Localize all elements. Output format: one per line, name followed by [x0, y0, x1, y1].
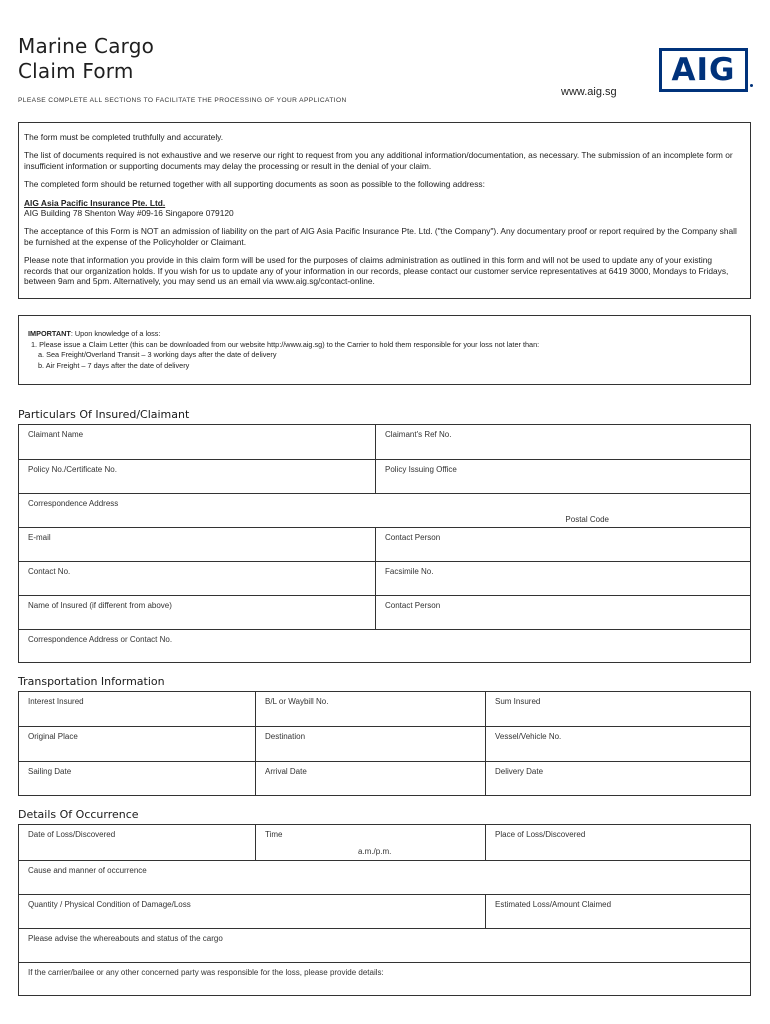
mailing-address [24, 198, 741, 219]
correspondence-address-label: Correspondence Address [28, 499, 119, 508]
table-row [19, 629, 750, 662]
important-label: IMPORTANT [28, 329, 71, 338]
important-intro: : Upon knowledge of a loss: [70, 329, 161, 338]
info-paragraph-4: The acceptance of this Form is NOT an admission of liability on the part of AIG Asia Pacific Insurance Pte. Ltd. ("the Company"). Any documentary proof or report required by the Company shall be furnished at the expense of the Policyholder or Claimant. [24, 226, 737, 247]
contact-no-field[interactable]: Contact No. [28, 567, 71, 576]
estimated-loss-field[interactable]: Estimated Loss/Amount Claimed [485, 895, 750, 928]
delivery-date-field[interactable]: Delivery Date [485, 762, 750, 795]
important-item-1a: a. Sea Freight/Overland Transit – 3 working days after the date of delivery [38, 350, 277, 359]
table-row [19, 493, 750, 527]
info-paragraph-2: The list of documents required is not exhaustive and we reserve our right to request from you any additional information/documentation, as necessary. The submission of an incomplete form or insufficient information or supporting documents may delay the processing or result in the denial of your claim. [24, 150, 733, 171]
table-row [19, 459, 750, 493]
issuing-office-field[interactable]: Policy Issuing Office [375, 460, 750, 493]
fax-field[interactable]: Facsimile No. [375, 562, 750, 595]
table-row [19, 726, 750, 761]
correspondence-address-2-field[interactable]: Correspondence Address or Contact No. [28, 635, 173, 644]
info-paragraph-5: Please note that information you provide in this claim form will be used for the purposes of claims administration as outlined in this form and will not be used to update any of your existing records that our organization holds. If you wish for us to update any of your information in our records, please contact our customer service representatives at 6419 3000, Mondays to Fridays, between 9am and 5pm. Alternatively, you may send us an email via www.aig.sg/contact-online. [24, 255, 729, 287]
sailing-date-field[interactable]: Sailing Date [28, 767, 72, 776]
correspondence-address-field[interactable] [19, 494, 750, 527]
logo-text: AIG [671, 51, 736, 88]
claimant-ref-field[interactable]: Claimant's Ref No. [375, 425, 750, 459]
table-row [19, 595, 750, 629]
sum-insured-field[interactable]: Sum Insured [485, 692, 750, 726]
ampm-label: a.m./p.m. [358, 847, 392, 856]
occurrence-table [18, 824, 751, 996]
time-field[interactable] [255, 825, 485, 860]
name-of-insured-field[interactable]: Name of Insured (if different from above) [28, 601, 172, 610]
particulars-heading: Particulars Of Insured/Claimant [18, 408, 190, 421]
occurrence-heading: Details Of Occurrence [18, 808, 139, 821]
form-title [18, 34, 154, 84]
title-line-2: Claim Form [18, 59, 134, 83]
email-field[interactable]: E-mail [28, 533, 51, 542]
important-box [18, 315, 751, 385]
time-label: Time [265, 830, 283, 839]
policy-no-field[interactable]: Policy No./Certificate No. [28, 465, 117, 474]
contact-person-field[interactable]: Contact Person [375, 528, 750, 561]
contact-person-2-field[interactable]: Contact Person [375, 596, 750, 629]
title-line-1: Marine Cargo [18, 34, 155, 58]
table-row [19, 860, 750, 894]
website-url[interactable]: www.aig.sg [561, 86, 617, 98]
table-row [19, 962, 750, 995]
arrival-date-field[interactable]: Arrival Date [255, 762, 485, 795]
aig-logo [659, 48, 748, 92]
place-of-loss-field[interactable]: Place of Loss/Discovered [485, 825, 750, 860]
vessel-vehicle-field[interactable]: Vessel/Vehicle No. [485, 727, 750, 761]
cause-field[interactable]: Cause and manner of occurrence [28, 866, 147, 875]
instruction-text: PLEASE COMPLETE ALL SECTIONS TO FACILITATE THE PROCESSING OF YOUR APPLICATION [18, 97, 347, 104]
date-of-loss-field[interactable]: Date of Loss/Discovered [28, 830, 116, 839]
info-paragraph-1: The form must be completed truthfully and accurately. [24, 132, 224, 142]
info-paragraph-3: The completed form should be returned together with all supporting documents as soon as possible to the following address: [24, 179, 485, 190]
destination-field[interactable]: Destination [255, 727, 485, 761]
whereabouts-field[interactable]: Please advise the whereabouts and status of the cargo [28, 934, 223, 943]
important-heading-line [28, 329, 740, 340]
quantity-condition-field[interactable]: Quantity / Physical Condition of Damage/Loss [28, 900, 191, 909]
table-row [19, 928, 750, 962]
table-row [19, 761, 750, 795]
transport-heading: Transportation Information [18, 675, 165, 688]
postal-code-label: Postal Code [565, 515, 609, 524]
particulars-table [18, 424, 751, 663]
table-row [19, 561, 750, 595]
table-row [19, 692, 750, 726]
address-line-2: AIG Building 78 Shenton Way #09-16 Singapore 079120 [24, 208, 234, 219]
claimant-name-field[interactable]: Claimant Name [28, 430, 84, 439]
important-item-1: 1. Please issue a Claim Letter (this can be downloaded from our website http://www.aig.sg) to the Carrier to hold them responsible for your loss not later than: [31, 339, 540, 349]
information-box [18, 122, 751, 299]
bl-waybill-field[interactable]: B/L or Waybill No. [255, 692, 485, 726]
original-place-field[interactable]: Original Place [28, 732, 78, 741]
interest-insured-field[interactable]: Interest Insured [28, 697, 84, 706]
logo-trademark-dot [750, 84, 753, 87]
table-row [19, 825, 750, 860]
address-line-1: AIG Asia Pacific Insurance Pte. Ltd. [24, 197, 166, 208]
table-row [19, 527, 750, 561]
important-item-1b: b. Air Freight – 7 days after the date of delivery [38, 360, 190, 370]
table-row [19, 425, 750, 459]
carrier-responsibility-field[interactable]: If the carrier/bailee or any other concerned party was responsible for the loss, please provide details: [28, 968, 384, 977]
transport-table [18, 691, 751, 796]
table-row [19, 894, 750, 928]
